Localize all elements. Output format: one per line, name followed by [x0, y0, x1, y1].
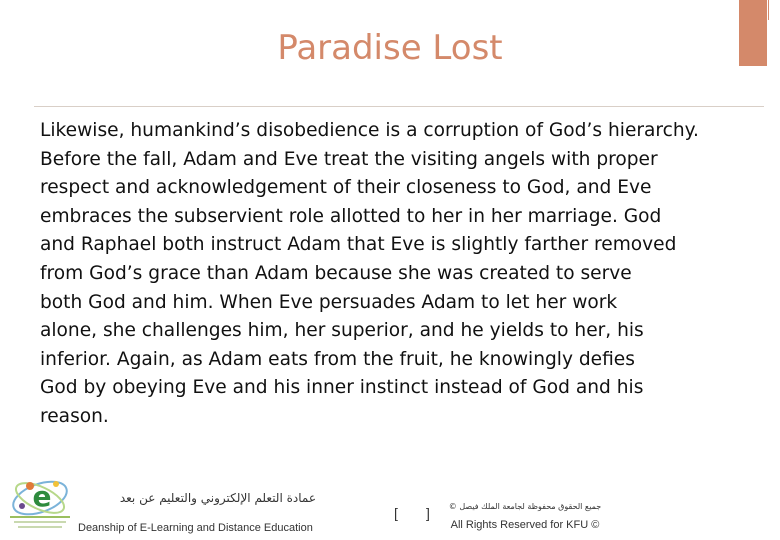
- rights-english: All Rights Reserved for KFU ©: [450, 519, 600, 531]
- body-line: Before the fall, Adam and Eve treat the visiting angels with proper: [40, 148, 658, 170]
- body-line: embraces the subservient role allotted to her in her marriage. God: [40, 205, 662, 227]
- body-line: God by obeying Eve and his inner instinct instead of God and his: [40, 377, 644, 399]
- body-line: inferior. Again, as Adam eats from the fruit, he knowingly defies: [40, 348, 635, 370]
- body-line: alone, she challenges him, her superior, and he yields to her, his: [40, 320, 644, 342]
- body-line: from God’s grace than Adam because she was created to serve: [40, 262, 632, 284]
- corner-accent-line: [768, 0, 769, 20]
- body-line: respect and acknowledgement of their closeness to God, and Eve: [40, 177, 652, 199]
- body-line: both God and him. When Eve persuades Adam to let her work: [40, 291, 618, 313]
- rights-arabic: جميع الحقوق محفوظة لجامعة الملك فيصل ©: [448, 502, 602, 511]
- slide-body: [40, 117, 760, 432]
- bracket-left: [: [394, 505, 398, 521]
- deanship-name-arabic: عمادة التعلم الإلكتروني والتعليم عن بعد: [119, 491, 316, 505]
- body-line: reason.: [40, 405, 109, 427]
- university-e-learning-logo-icon: [6, 470, 74, 532]
- title-divider: [34, 106, 764, 107]
- bracket-right: ]: [426, 505, 430, 521]
- body-line: and Raphael both instruct Adam that Eve is slightly farther removed: [40, 234, 677, 256]
- deanship-name-english: Deanship of E-Learning and Distance Education: [78, 522, 313, 534]
- body-line: Likewise, humankind’s disobedience is a corruption of God’s hierarchy.: [40, 120, 699, 141]
- svg-text:e: e: [32, 480, 52, 513]
- slide-title: Paradise Lost: [277, 28, 503, 68]
